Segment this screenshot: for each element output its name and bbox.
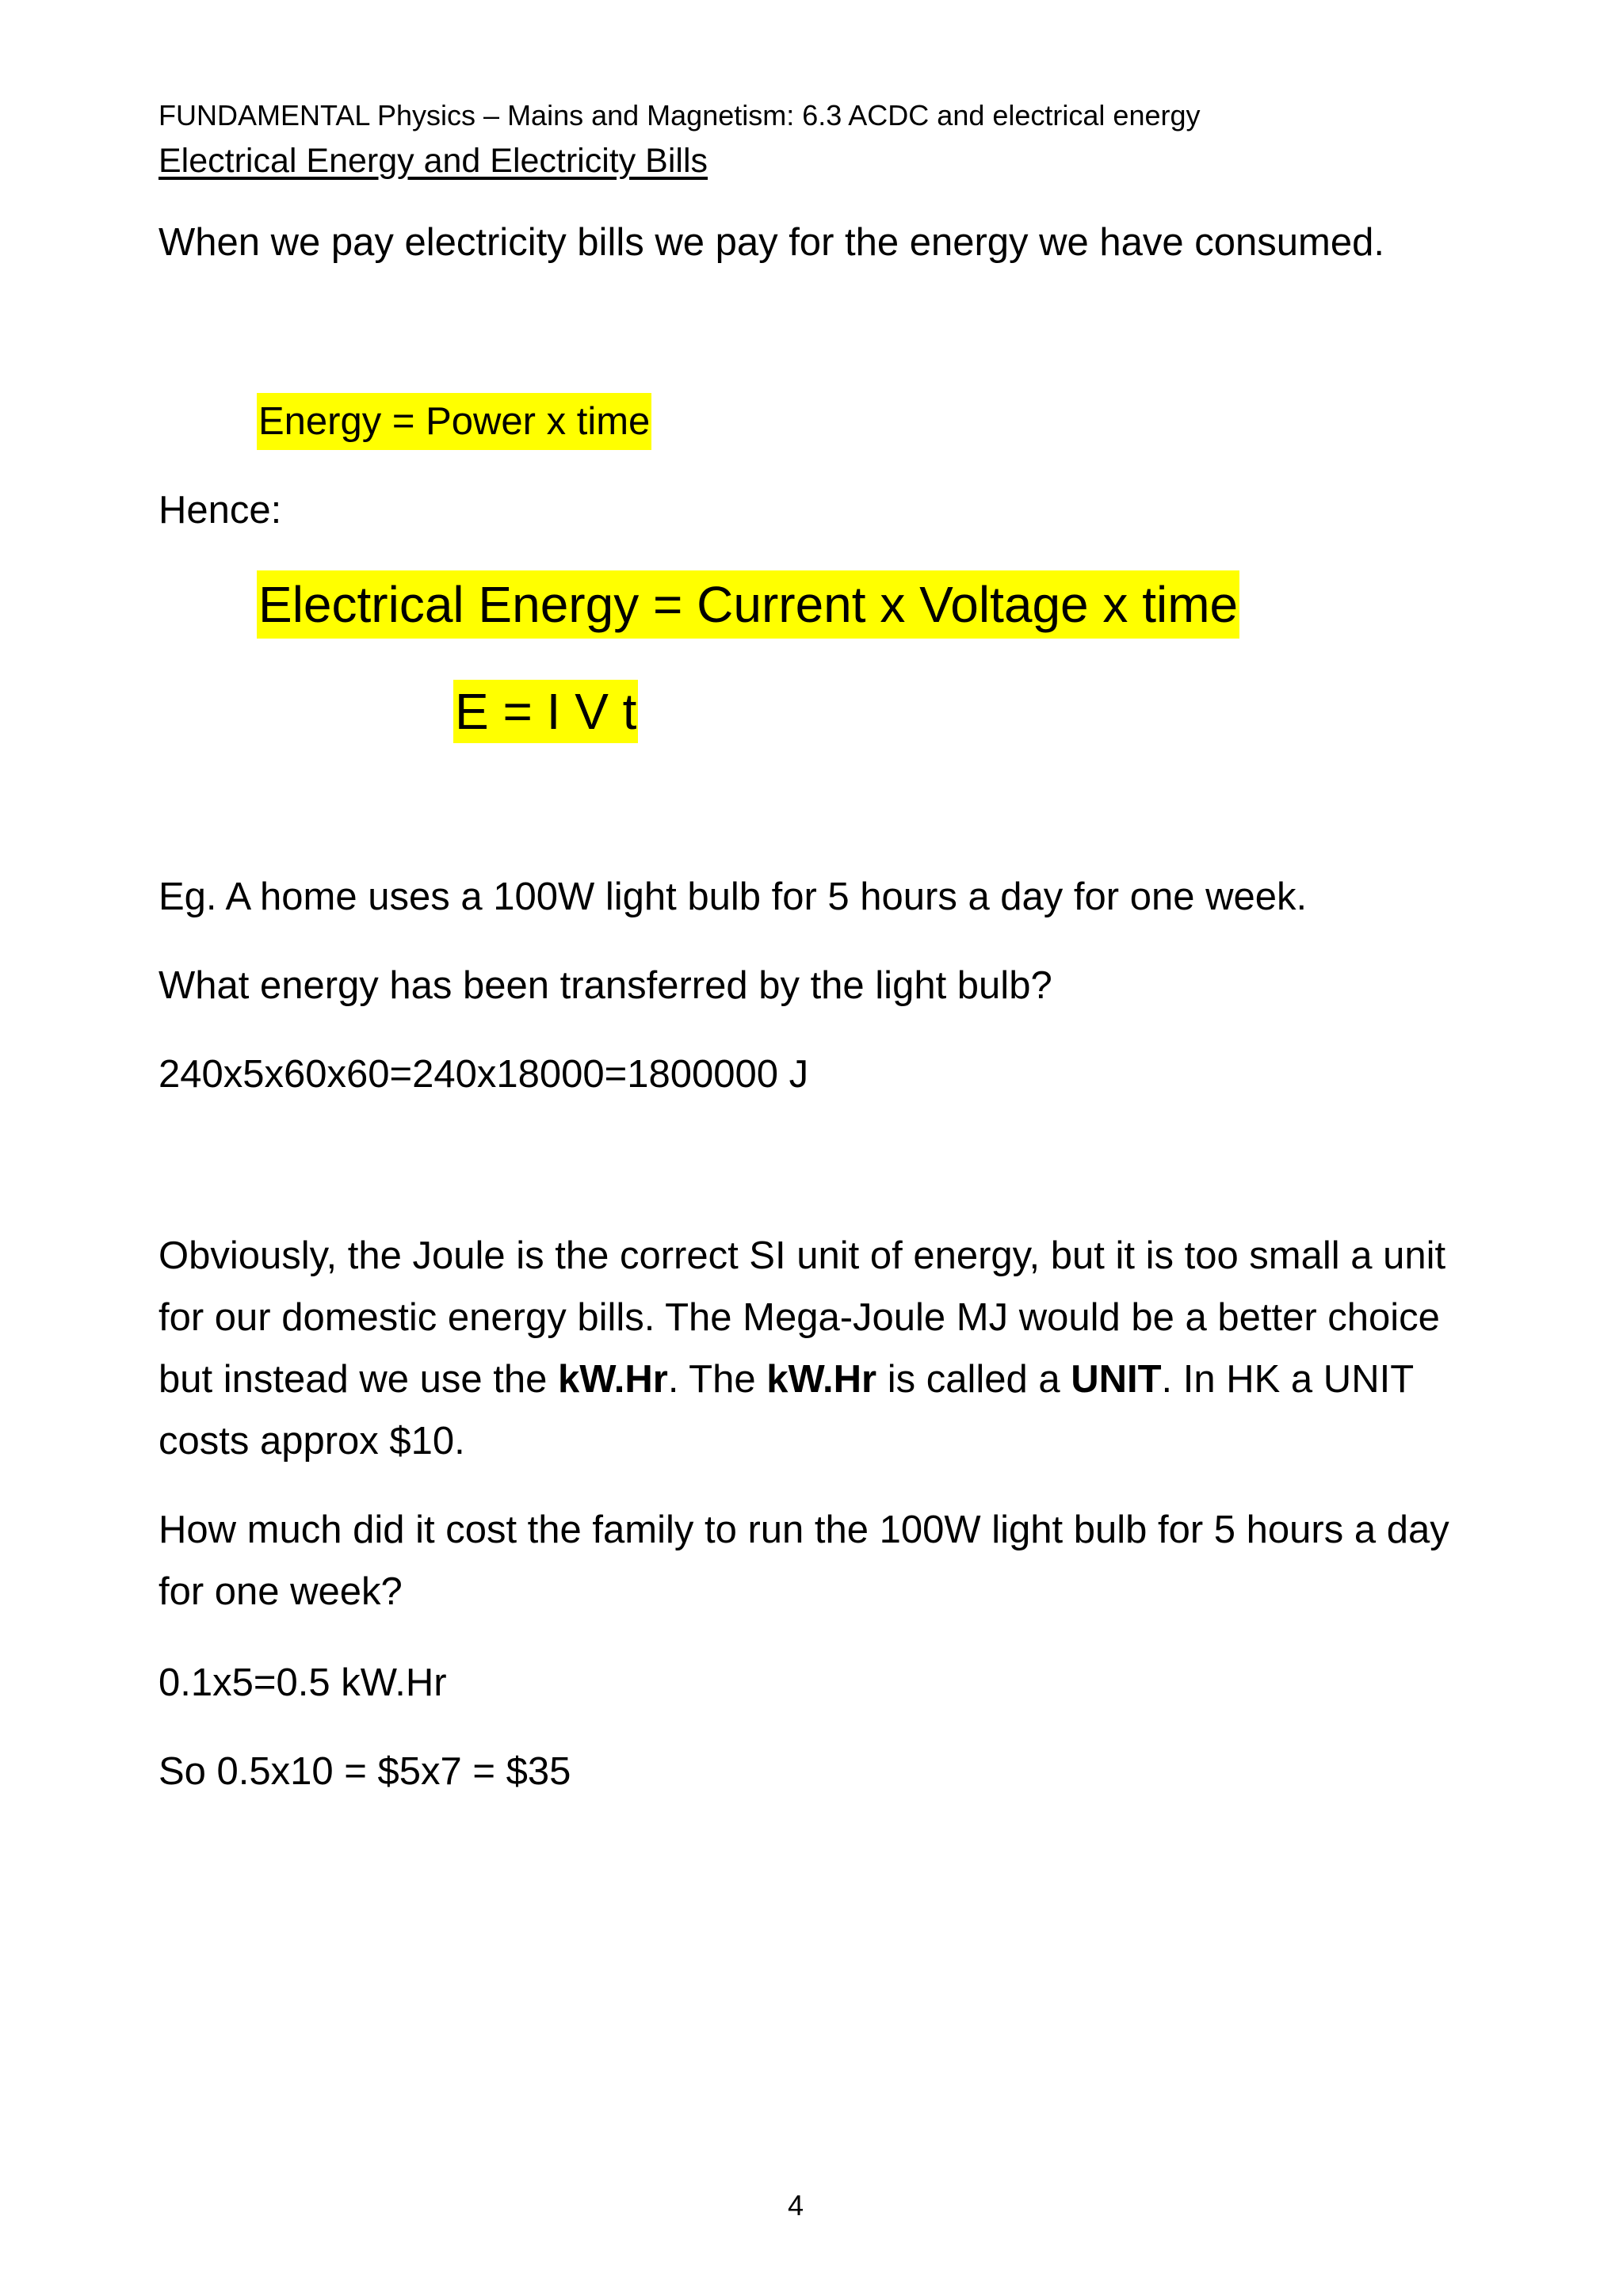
cost-working-1: 0.1x5=0.5 kW.Hr — [158, 1661, 447, 1704]
formula-eivt: E = I V t — [453, 680, 638, 743]
example-working: 240x5x60x60=240x18000=1800000 J — [158, 1053, 809, 1096]
course-header: FUNDAMENTAL Physics – Mains and Magnetism: 6.3 ACDC and electrical energy — [158, 99, 1201, 132]
section-title: Electrical Energy and Electricity Bills — [158, 142, 708, 180]
explanation-text-2: . The — [667, 1358, 767, 1401]
cost-question: How much did it cost the family to run the 100W light bulb for 5 hours a day for one week? — [158, 1508, 1449, 1613]
page-number: 4 — [787, 2189, 804, 2222]
example-statement: Eg. A home uses a 100W light bulb for 5 hours a day for one week. — [158, 875, 1308, 918]
hence-label: Hence: — [158, 489, 282, 532]
explanation-text-3: is called a — [876, 1358, 1071, 1401]
example-question: What energy has been transferred by the light bulb? — [158, 964, 1052, 1007]
explanation-paragraph — [158, 1225, 1458, 1472]
intro-text: When we pay electricity bills we pay for the energy we have consumed. — [158, 221, 1384, 264]
unit-term: UNIT — [1071, 1358, 1162, 1401]
formula-energy-power-time: Energy = Power x time — [257, 393, 651, 450]
cost-working-2: So 0.5x10 = $5x7 = $35 — [158, 1750, 571, 1793]
formula-electrical-energy: Electrical Energy = Current x Voltage x time — [257, 570, 1239, 639]
explanation-text-1: Obviously, the Joule is the correct SI unit of energy, but it is too small a unit for our domestic energy bills. The Mega-Joule MJ would be a better choice but instead we use the — [158, 1234, 1446, 1401]
kwhr-term-2: kW.Hr — [766, 1358, 877, 1401]
explanation-text-4: . In HK a UNIT costs approx $10. — [158, 1358, 1414, 1463]
kwhr-term-1: kW.Hr — [557, 1358, 668, 1401]
